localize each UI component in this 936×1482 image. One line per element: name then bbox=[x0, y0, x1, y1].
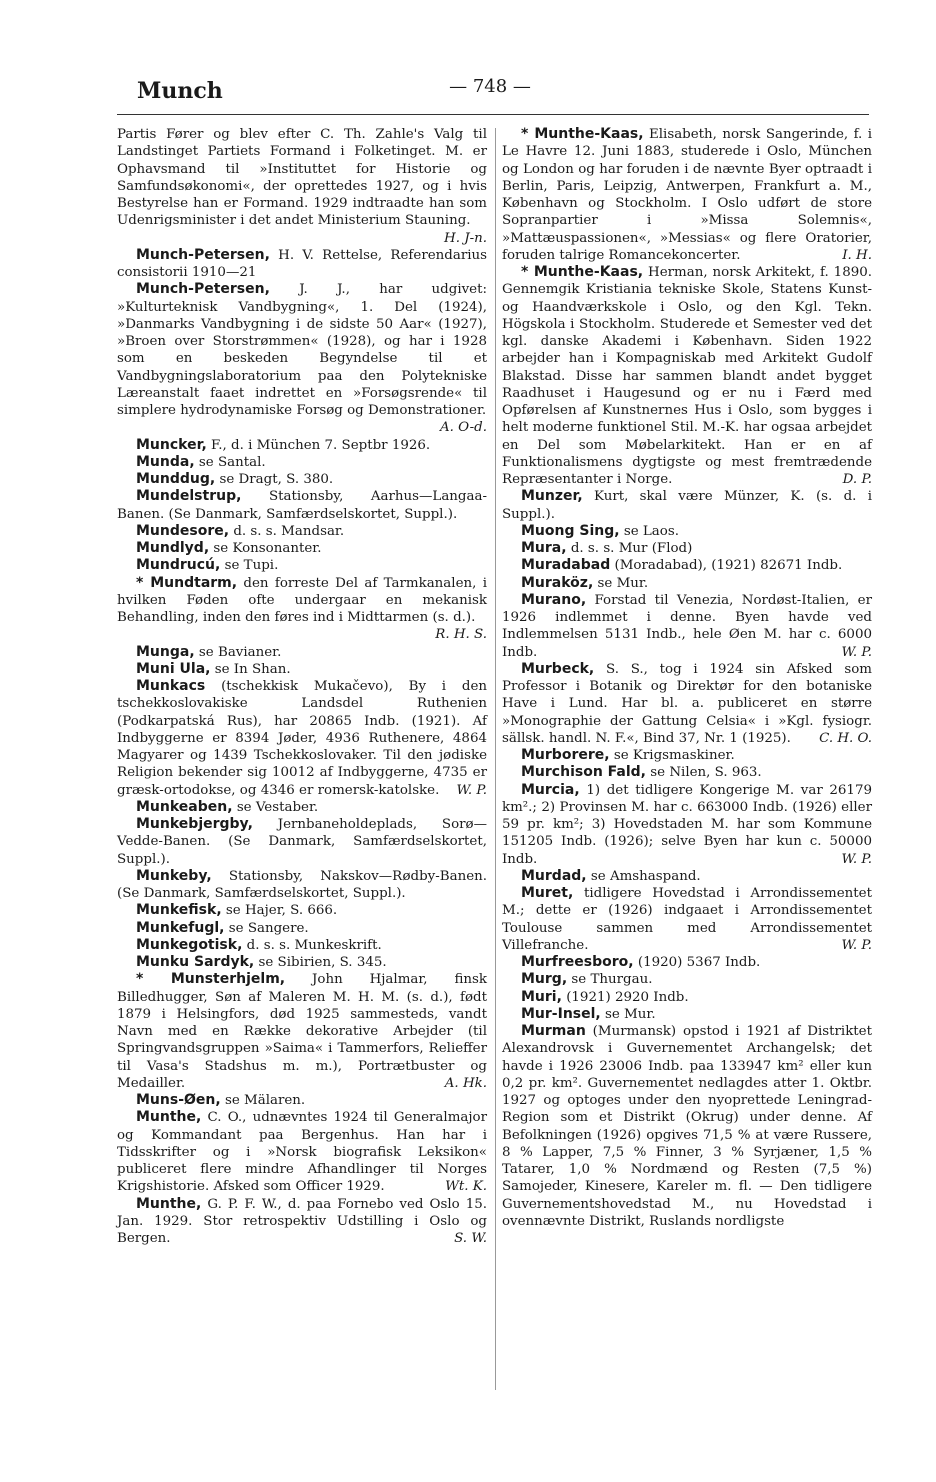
entry-author: I. H. bbox=[842, 247, 872, 263]
entry-text: se Konsonanter. bbox=[213, 541, 322, 556]
dictionary-entry bbox=[502, 1023, 872, 1230]
dictionary-entry bbox=[117, 799, 487, 816]
dictionary-entry bbox=[117, 126, 487, 247]
dictionary-entry bbox=[502, 264, 872, 488]
entry-author: W. P. bbox=[841, 644, 872, 660]
entry-headword: Munku Sardyk, bbox=[136, 954, 255, 970]
entry-headword: Munkebjergby, bbox=[136, 816, 253, 832]
entry-text: se Tupi. bbox=[224, 558, 279, 574]
entry-headword: Murdad, bbox=[521, 867, 587, 884]
entry-text: John Hjalmar, finsk Billedhugger, Søn af Maleren M. H. M. (s. d.), født 1879 i Helsingfors, død 1925 sammesteds, vandt Navn med en Række dekorative Arbejder (til Springvandsgruppen »Saima« i Tammerfors, Relieffer til Vasa's Stadshus m. m.), Portrætbuster og Medailler. bbox=[117, 972, 487, 1091]
entry-text: se Sangere. bbox=[228, 920, 309, 936]
entry-headword: Mura, bbox=[521, 540, 567, 556]
entry-headword: Munkegotisk, bbox=[136, 936, 243, 953]
entry-headword: Muns-Øen, bbox=[136, 1092, 221, 1108]
header-rule bbox=[117, 114, 869, 115]
entry-text: (Murmansk) opstod i 1921 af Distriktet Alexandrovsk i Guvernementet Archangelsk; det havde i 1926 23006 Indb. paa 133947 km² eller kun 0,2 pr. km². Guvernementet nedlagdes atter 1. Oktbr. 1927 og optoges under den nyoprettede Leningrad-Region som et Distrikt (Okrug) under denne. Af Befolkningen (1926) opgives 71,5 % at være Russere, 8 % Lapper, 7,5 % Finner, 3 % Syrjæner, 1,5 % Tatarer, 1,0 % Nordmænd og Resten (7,5 %) Samojeder, Kinesere, Kareler m. fl. — Den tidligere Guvernementshovedstad M., nu Hovedstad i ovennævnte Distrikt, Ruslands nordligste bbox=[502, 1024, 872, 1229]
entry-text: se Dragt, S. 380. bbox=[219, 472, 334, 487]
dictionary-entry bbox=[502, 782, 872, 868]
entry-headword: * Munsterhjelm, bbox=[136, 971, 286, 988]
entry-text: se In Shan. bbox=[214, 661, 291, 677]
entry-headword: Munkacs bbox=[136, 678, 206, 694]
entry-text: (tschekkisk Mukačevo), By i den tschekkoslovakiske Landsdel Ruthenien (Podkarpatská Rus), har 20865 Indb. (1921). Af Indbyggerne er 8394 Jøder, 4936 Ruthenere, 4864 Magyarer og 1439 Tschekkoslovaker. Til den jødiske Religion bekender sig 10012 af Indbyggerne, 4735 er græsk-ortodokse, og 4346 er romersk-katolske. bbox=[117, 679, 487, 798]
entry-text: se Hajer, S. 666. bbox=[225, 903, 338, 919]
entry-headword: Murman bbox=[521, 1023, 586, 1039]
dictionary-entry bbox=[117, 1109, 487, 1195]
dictionary-entry bbox=[502, 661, 872, 747]
entry-headword: Murano, bbox=[521, 591, 587, 608]
entry-headword: Munda, bbox=[136, 453, 195, 470]
entry-text: Elisabeth, norsk Sangerinde, f. i Le Havre 12. Juni 1883, studerede i Oslo, München og London og har foruden i de nævnte Byer optraadt i Berlin, Paris, Leipzig, Antwerpen, Frankfurt a. M., København og Stockholm. I Oslo udført de store Sopranpartier i »Missa Solemnis«, »Mattæuspassionen«, »Messias« og flere Oratorier, foruden talrige Romancekoncerter. bbox=[502, 127, 872, 263]
entry-text: se Santal. bbox=[198, 454, 266, 470]
entry-author: R. H. S. bbox=[435, 627, 487, 643]
dictionary-entry bbox=[117, 678, 487, 799]
entry-author: Wt. K. bbox=[445, 1179, 487, 1195]
entry-text: se Amshaspand. bbox=[590, 868, 701, 884]
dictionary-entry bbox=[502, 971, 872, 988]
dictionary-entry bbox=[502, 868, 872, 885]
entry-headword: Muong Sing, bbox=[521, 522, 620, 539]
entry-headword: Munthe, bbox=[136, 1109, 202, 1126]
left-column bbox=[117, 126, 487, 1247]
entry-text: se Bavianer. bbox=[198, 644, 282, 660]
entry-headword: Murcia, bbox=[521, 781, 580, 798]
entry-text: se Laos. bbox=[623, 523, 679, 539]
entry-headword: Mundelstrup, bbox=[136, 488, 242, 505]
entry-text: 1) det tidligere Kongerige M. var 26179 km².; 2) Provinsen M. har c. 663000 Indb. (1926) eller 59 pr. km²; 3) Hovedstaden M. har som Kommune 151205 Indb. (1926); selve Byen har kun c. 50000 Indb. bbox=[502, 782, 872, 867]
entry-text: H. V. Rettelse, Referendarius consistorii 1910—21 bbox=[117, 247, 487, 280]
entry-text: se Mur. bbox=[605, 1006, 656, 1022]
entry-author: W. P. bbox=[456, 782, 487, 798]
entry-headword: Mundlyd, bbox=[136, 540, 210, 556]
entry-headword: Muncker, bbox=[136, 436, 207, 453]
entry-text: se Sibirien, S. 345. bbox=[258, 955, 387, 970]
dictionary-entry bbox=[502, 747, 872, 764]
entry-headword: * Mundtarm, bbox=[136, 574, 238, 591]
entry-headword: Mundesore, bbox=[136, 522, 230, 539]
entry-headword: Muret, bbox=[521, 885, 574, 901]
dictionary-entry bbox=[117, 971, 487, 1092]
entry-text: se Krigsmaskiner. bbox=[613, 748, 735, 763]
entry-headword: Mur-Insel, bbox=[521, 1005, 601, 1022]
entry-headword: Muni Ula, bbox=[136, 660, 211, 677]
entry-headword: Muradabad bbox=[521, 557, 611, 574]
entry-author: S. W. bbox=[454, 1231, 487, 1246]
entry-headword: Murg, bbox=[521, 971, 568, 988]
entry-text: Forstad til Venezia, Nordøst-Italien, er 1926 indlemmet i denne. Byen havde ved Indlemmelsen 5131 Indb., hele Øen M. har c. 6000 Indb. bbox=[502, 592, 872, 660]
dictionary-entry bbox=[117, 1196, 487, 1248]
dictionary-entry bbox=[502, 575, 872, 592]
entry-text: (Moradabad), (1921) 82671 Indb. bbox=[614, 558, 843, 574]
entry-headword: Mundrucú, bbox=[136, 557, 221, 574]
dictionary-entry bbox=[502, 989, 872, 1006]
entry-headword: Munkeby, bbox=[136, 867, 212, 884]
dictionary-entry bbox=[502, 488, 872, 523]
column-divider bbox=[495, 128, 496, 1390]
dictionary-entry bbox=[117, 454, 487, 471]
entry-headword: Munga, bbox=[136, 643, 195, 660]
entry-headword: Munkefisk, bbox=[136, 902, 222, 919]
entry-text: F., d. i München 7. Septbr 1926. bbox=[211, 437, 431, 453]
entry-headword: Munkefugl, bbox=[136, 919, 225, 936]
entry-headword: Munddug, bbox=[136, 471, 216, 487]
entry-text: se Thurgau. bbox=[571, 972, 653, 988]
dictionary-entry bbox=[117, 816, 487, 868]
entry-text: G. P. F. W., d. paa Fornebo ved Oslo 15. Jan. 1929. Stor retrospektiv Udstilling i Oslo og Bergen. bbox=[117, 1196, 487, 1246]
dictionary-entry bbox=[117, 437, 487, 454]
entry-headword: Munzer, bbox=[521, 488, 583, 505]
dictionary-entry bbox=[117, 557, 487, 574]
entry-text: d. s. s. Mandsar. bbox=[233, 523, 345, 539]
dictionary-entry bbox=[502, 557, 872, 574]
dictionary-entry bbox=[117, 868, 487, 903]
entry-author: W. P. bbox=[841, 937, 872, 953]
entry-text: se Mur. bbox=[597, 575, 649, 591]
dictionary-entry bbox=[502, 954, 872, 971]
entry-text: (1920) 5367 Indb. bbox=[637, 955, 761, 970]
dictionary-entry bbox=[117, 575, 487, 644]
running-head: Munch bbox=[137, 78, 223, 104]
entry-text: d. s. s. Mur (Flod) bbox=[570, 541, 693, 556]
dictionary-entry bbox=[117, 488, 487, 523]
dictionary-entry bbox=[117, 471, 487, 488]
dictionary-entry bbox=[117, 937, 487, 954]
entry-headword: Murborere, bbox=[521, 747, 610, 763]
dictionary-entry bbox=[117, 523, 487, 540]
dictionary-entry bbox=[502, 885, 872, 954]
entry-text: se Vestaber. bbox=[236, 799, 319, 815]
entry-text: J. J., har udgivet: »Kulturteknisk Vandbygning«, 1. Del (1924), »Danmarks Vandbygning i de sidste 50 Aar« (1927), »Broen over Storstrømmen« (1928), og har i 1928 som en beskeden Begyndelse til et Vandbygningslaboratorium paa den Polytekniske Læreanstalt faaet indrettet en »Forsøgsrende« til simplere hydrodynamiske Forsøg og Demonstrationer. bbox=[117, 282, 487, 418]
dictionary-entry bbox=[502, 1006, 872, 1023]
right-column bbox=[502, 126, 872, 1230]
dictionary-entry bbox=[117, 920, 487, 937]
dictionary-entry bbox=[502, 126, 872, 264]
entry-headword: * Munthe-Kaas, bbox=[521, 126, 644, 142]
dictionary-entry bbox=[502, 764, 872, 781]
dictionary-entry bbox=[117, 661, 487, 678]
entry-headword: * Munthe-Kaas, bbox=[521, 264, 644, 280]
dictionary-entry bbox=[117, 281, 487, 436]
entry-text: se Nilen, S. 963. bbox=[650, 765, 762, 781]
dictionary-entry bbox=[117, 540, 487, 557]
entry-text: Herman, norsk Arkitekt, f. 1890. Gennemgik Kristiania tekniske Skole, Statens Kunst- og Haandværkskole i Oslo, og den Kgl. Tekn. Högskola i Stockholm. Studerede et Semester ved det kgl. danske Akademi i København. Siden 1922 arbejder han i Kompagniskab med Arkitekt Gudolf Blakstad. Disse har sammen blandt andet bygget Raadhuset i Haugesund og er nu i Færd med Opførelsen af Kunstnernes Hus i Oslo, som bygges i helt moderne funktionel Stil. M.-K. har ogsaa arbejdet en Del som Møbelarkitekt. Han er en af Funktionalismens dygtigste og mest fremtrædende Repræsentanter i Norge. bbox=[502, 265, 873, 487]
entry-text: se Mälaren. bbox=[224, 1093, 306, 1108]
entry-author: A. O-d. bbox=[439, 420, 487, 436]
entry-text: C. O., udnævntes 1924 til Generalmajor og Kommandant paa Bergenhus. Han har i Tidsskrifter og i »Norsk biografisk Leksikon« publiceret flere mindre Afhandlinger til Norges Krigshistorie. Afsked som Officer 1929. bbox=[117, 1110, 487, 1195]
entry-text: Stationsby, Nakskov—Rødby-Banen. (Se Danmark, Samfærdselskortet, Suppl.). bbox=[117, 868, 487, 901]
dictionary-entry bbox=[502, 523, 872, 540]
entry-headword: Murchison Fald, bbox=[521, 764, 646, 781]
dictionary-entry bbox=[117, 1092, 487, 1109]
entry-headword: Murbeck, bbox=[521, 660, 595, 677]
entry-headword: Muraköz, bbox=[521, 574, 594, 591]
entry-text: (1921) 2920 Indb. bbox=[566, 989, 689, 1005]
entry-text: den forreste Del af Tarmkanalen, i hvilken Føden ofte undergaar en mekanisk Behandling, inden den føres ind i Midttarmen (s. d.). bbox=[117, 575, 487, 625]
entry-headword: Munch-Petersen, bbox=[136, 246, 270, 263]
entry-text: S. S., tog i 1924 sin Afsked som Professor i Botanik og Direktør for den botaniske Have i Lund. Har bl. a. publiceret en større »Monographie der Gattung Celsia« i »Kgl. fysiogr. sällsk. handl. N. F.«, Bind 37, Nr. 1 (1925). bbox=[502, 661, 872, 746]
entry-author: W. P. bbox=[841, 851, 872, 867]
entry-text: Jernbaneholdeplads, Sorø—Vedde-Banen. (Se Danmark, Samfærdselskortet, Suppl.). bbox=[117, 817, 487, 867]
entry-author: A. Hk. bbox=[444, 1075, 487, 1091]
entry-author: D. P. bbox=[842, 472, 872, 487]
entry-headword: Munch-Petersen, bbox=[136, 281, 270, 298]
dictionary-entry bbox=[117, 644, 487, 661]
entry-author: C. H. O. bbox=[819, 730, 872, 746]
entry-headword: Murfreesboro, bbox=[521, 954, 634, 970]
dictionary-entry bbox=[117, 902, 487, 919]
dictionary-entry bbox=[502, 592, 872, 661]
dictionary-entry bbox=[117, 954, 487, 971]
dictionary-entry bbox=[502, 540, 872, 557]
entry-text: tidligere Hovedstad i Arrondissementet M.; dette er (1926) indgaaet i Arrondissementet Toulouse sammen med Arrondissementet Villefranche. bbox=[502, 886, 872, 953]
entry-headword: Munkeaben, bbox=[136, 798, 233, 815]
dictionary-entry bbox=[117, 247, 487, 282]
entry-text: Partis Fører og blev efter C. Th. Zahle's Valg til Landstinget Partiets Formand i Folketinget. M. er Ophavsmand til »Instituttet for Historie og Samfundsøkonomi«, der oprettedes 1927, og i hvis Bestyrelse han er Formand. 1929 indtraadte han som Udenrigsminister i det andet Ministerium Stauning. bbox=[117, 127, 487, 229]
entry-headword: Munthe, bbox=[136, 1195, 202, 1212]
entry-text: Stationsby, Aarhus—Langaa-Banen. (Se Danmark, Samfærdselskortet, Suppl.). bbox=[117, 489, 487, 522]
entry-text: Kurt, skal være Münzer, K. (s. d. i Suppl.). bbox=[502, 489, 872, 522]
entry-text: d. s. s. Munkeskrift. bbox=[246, 937, 382, 953]
entry-author: H. J-n. bbox=[444, 230, 487, 246]
entry-headword: Muri, bbox=[521, 988, 562, 1005]
page-number: — 748 — bbox=[449, 76, 531, 97]
